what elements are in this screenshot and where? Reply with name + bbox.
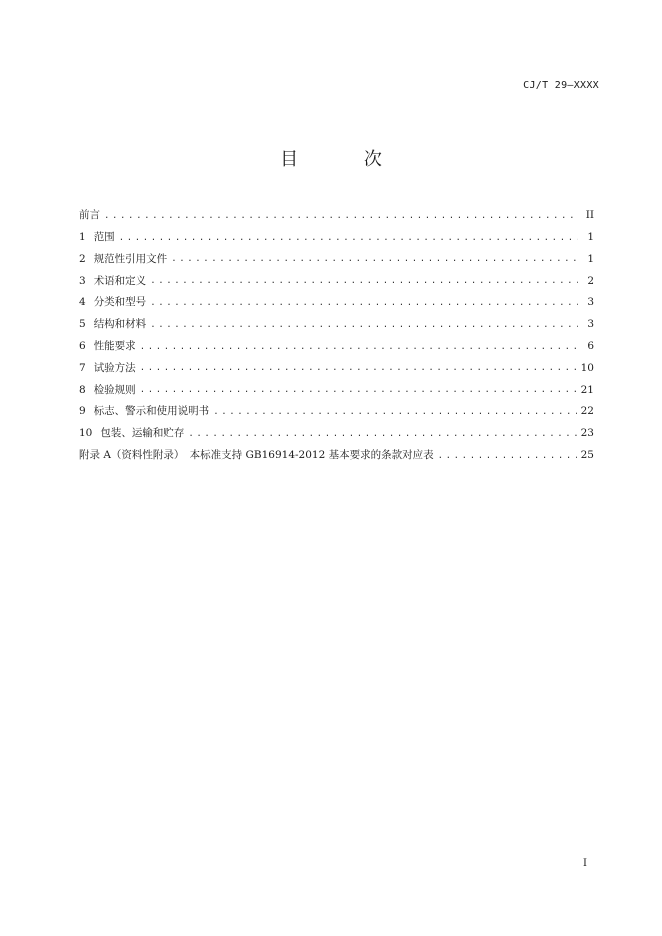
toc-leader-dots	[140, 343, 578, 352]
toc-entry-page: 10	[580, 361, 594, 374]
toc-leader-dots	[150, 299, 578, 308]
toc-leader-dots	[438, 452, 577, 461]
toc-entry-page: II	[585, 209, 594, 222]
toc-entry-label: 结构和材料	[93, 318, 147, 331]
toc-leader-dots	[150, 277, 578, 286]
toc-leader-dots	[140, 386, 577, 395]
toc-entry-normative-references[interactable]	[79, 243, 594, 265]
toc-entry-number: 9	[79, 405, 86, 418]
toc-leader-dots	[213, 408, 576, 417]
toc-entry-structure-materials[interactable]	[79, 308, 594, 330]
toc-entry-label: 试验方法	[93, 361, 136, 374]
toc-leader-dots	[104, 212, 578, 221]
table-of-contents	[79, 199, 594, 461]
toc-title: 目 次	[280, 149, 412, 170]
toc-entry-page: 22	[580, 405, 594, 418]
toc-entry-page: 6	[587, 340, 594, 353]
toc-entry-test-methods[interactable]	[79, 352, 594, 374]
toc-entry-number: 8	[79, 383, 86, 396]
toc-entry-number: 1	[79, 231, 86, 244]
toc-entry-number: 3	[79, 274, 86, 287]
toc-leader-dots	[188, 430, 576, 439]
toc-entry-page: 3	[587, 296, 594, 309]
toc-leader-dots	[140, 364, 577, 373]
toc-entry-packaging-transport[interactable]	[79, 417, 594, 439]
document-code: CJ/T 29—XXXX	[523, 80, 599, 91]
toc-leader-dots	[150, 321, 578, 330]
toc-entry-label: 前言	[79, 209, 100, 222]
toc-entry-label: 标志、警示和使用说明书	[93, 405, 210, 418]
toc-entry-number: 6	[79, 340, 86, 353]
toc-entry-label: 术语和定义	[93, 274, 147, 287]
toc-leader-dots	[171, 255, 578, 264]
toc-entry-page: 23	[580, 427, 594, 440]
toc-entry-classification[interactable]	[79, 286, 594, 308]
toc-entry-marking-warnings[interactable]	[79, 395, 594, 417]
toc-entry-inspection-rules[interactable]	[79, 373, 594, 395]
toc-entry-label: 检验规则	[93, 383, 136, 396]
toc-entry-scope[interactable]	[79, 221, 594, 243]
toc-entry-page: 3	[587, 318, 594, 331]
toc-entry-page: 1	[587, 252, 594, 265]
page-number: I	[583, 858, 587, 869]
toc-entry-number: 2	[79, 252, 86, 265]
toc-entry-foreword[interactable]	[79, 199, 594, 221]
toc-entry-label: 包装、运输和贮存	[100, 427, 185, 440]
toc-entry-label: 规范性引用文件	[93, 252, 168, 265]
toc-entry-label: 附录 A（资料性附录） 本标准支持 GB16914-2012 基本要求的条款对应表	[79, 449, 434, 462]
toc-entry-appendix-a[interactable]	[79, 439, 594, 461]
toc-entry-number: 10	[79, 427, 93, 440]
toc-entry-page: 1	[587, 231, 594, 244]
toc-entry-page: 2	[587, 274, 594, 287]
toc-leader-dots	[119, 234, 578, 243]
toc-entry-number: 5	[79, 318, 86, 331]
toc-entry-page: 21	[580, 383, 594, 396]
toc-entry-terms-definitions[interactable]	[79, 264, 594, 286]
toc-entry-label: 性能要求	[93, 340, 136, 353]
toc-entry-performance[interactable]	[79, 330, 594, 352]
toc-entry-number: 7	[79, 361, 86, 374]
toc-entry-label: 范围	[93, 231, 115, 244]
toc-entry-label: 分类和型号	[93, 296, 147, 309]
toc-entry-number: 4	[79, 296, 86, 309]
toc-entry-page: 25	[580, 449, 594, 462]
